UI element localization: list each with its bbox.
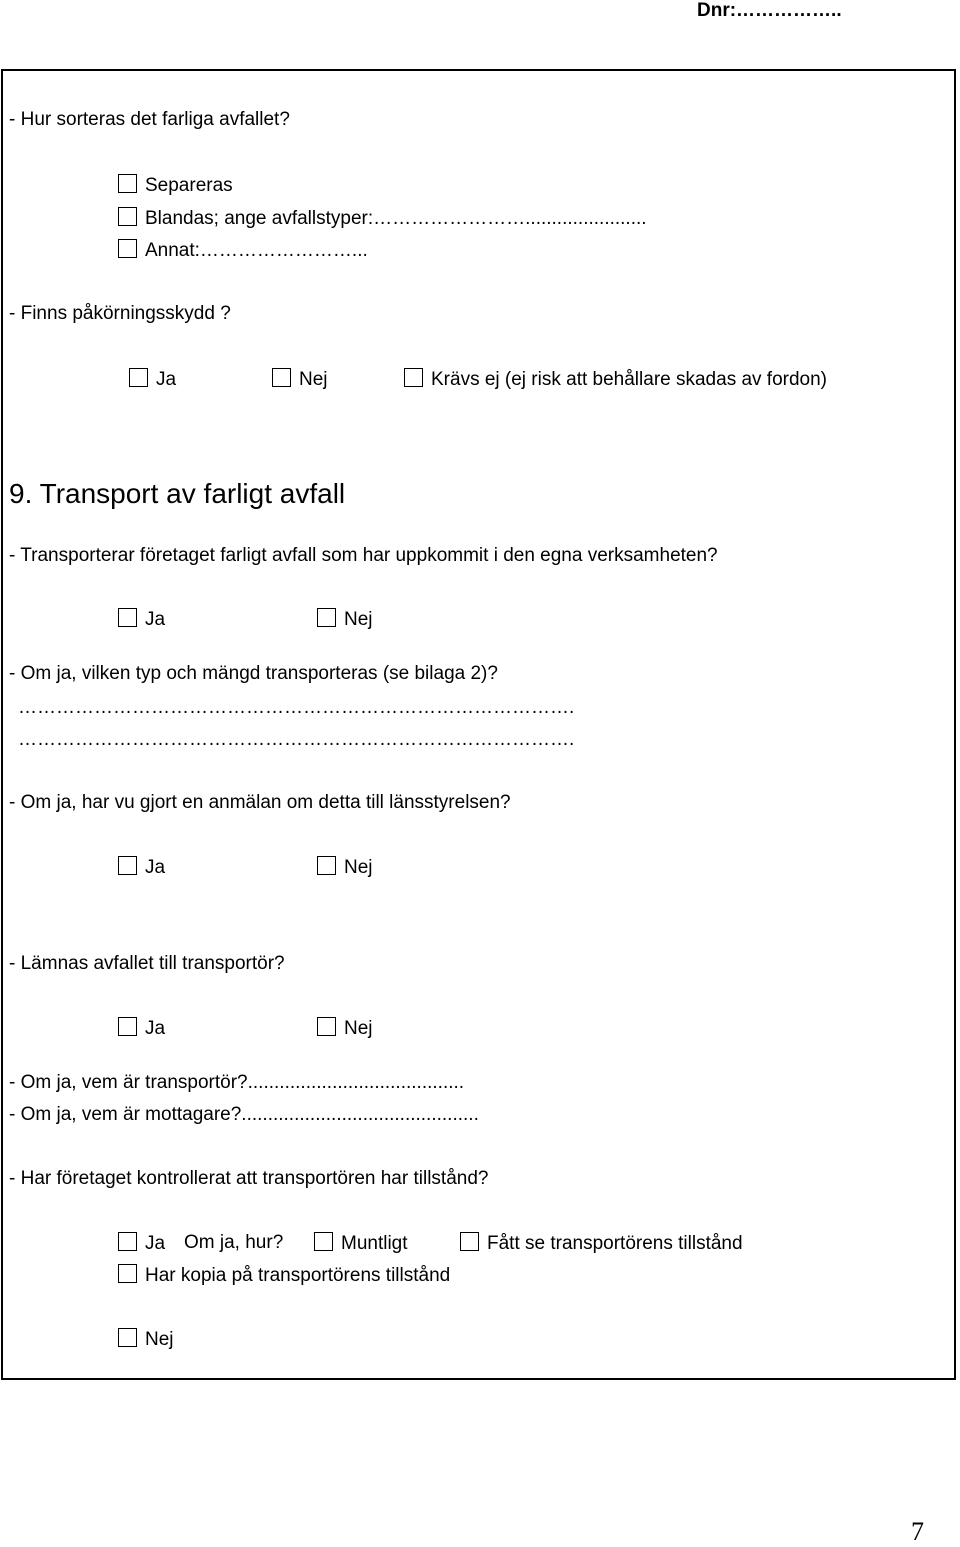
option-label: Ja <box>156 369 177 390</box>
option-nej[interactable] <box>317 608 373 631</box>
option-label: Muntligt <box>341 1233 408 1254</box>
option-ja[interactable] <box>118 608 165 631</box>
question-permit: - Har företaget kontrollerat att transportören har tillstånd? <box>9 1168 489 1189</box>
answer-line[interactable]: ……………………………………………………………………………. <box>18 729 575 750</box>
checkbox-icon[interactable] <box>317 1017 336 1036</box>
option-not-required[interactable] <box>404 368 827 391</box>
option-label: Nej <box>344 1018 373 1039</box>
option-ja[interactable] <box>118 856 165 879</box>
answer-line[interactable]: ……………………………………………………………………………. <box>18 697 575 718</box>
option-copy-permit[interactable] <box>118 1264 450 1287</box>
how-label: Om ja, hur? <box>184 1232 284 1253</box>
question-carrier: - Lämnas avfallet till transportör? <box>9 953 285 974</box>
question-collision-protection: - Finns påkörningsskydd ? <box>9 303 231 324</box>
dnr-field[interactable]: Dnr:…………….. <box>697 0 842 21</box>
option-label: Har kopia på transportörens tillstånd <box>145 1265 451 1286</box>
option-label: Nej <box>344 609 373 630</box>
option-label: Nej <box>299 369 328 390</box>
option-seen-permit[interactable] <box>460 1232 743 1255</box>
option-annat[interactable] <box>118 239 368 262</box>
option-verbal[interactable] <box>314 1232 408 1255</box>
option-label: Nej <box>344 857 373 878</box>
checkbox-icon[interactable] <box>404 368 423 387</box>
option-ja[interactable] <box>118 1232 165 1255</box>
option-nej[interactable] <box>317 856 373 879</box>
option-label: Blandas; ange avfallstyper:……………………....................... <box>145 208 647 229</box>
option-nej[interactable] <box>118 1328 174 1351</box>
question-who-receiver[interactable]: - Om ja, vem är mottagare?............................................. <box>9 1104 479 1125</box>
option-ja[interactable] <box>118 1017 165 1040</box>
option-nej[interactable] <box>317 1017 373 1040</box>
checkbox-icon[interactable] <box>118 1232 137 1251</box>
option-label: Ja <box>145 1233 166 1254</box>
question-report: - Om ja, har vu gjort en anmälan om detta till länsstyrelsen? <box>9 792 511 813</box>
question-type-amount: - Om ja, vilken typ och mängd transporteras (se bilaga 2)? <box>9 663 498 684</box>
option-label: Ja <box>145 609 166 630</box>
checkbox-icon[interactable] <box>272 368 291 387</box>
option-nej[interactable] <box>272 368 328 391</box>
checkbox-icon[interactable] <box>460 1232 479 1251</box>
section-title: 9. Transport av farligt avfall <box>9 478 346 509</box>
checkbox-icon[interactable] <box>129 368 148 387</box>
question-sorting: - Hur sorteras det farliga avfallet? <box>9 109 290 130</box>
option-label: Ja <box>145 1018 166 1039</box>
page-number: 7 <box>911 1517 924 1546</box>
option-ja[interactable] <box>129 368 176 391</box>
checkbox-icon[interactable] <box>118 1264 137 1283</box>
checkbox-icon[interactable] <box>118 239 137 258</box>
option-blandas[interactable] <box>118 207 647 230</box>
checkbox-icon[interactable] <box>118 608 137 627</box>
checkbox-icon[interactable] <box>118 1328 137 1347</box>
checkbox-icon[interactable] <box>118 207 137 226</box>
checkbox-icon[interactable] <box>118 1017 137 1036</box>
checkbox-icon[interactable] <box>118 856 137 875</box>
question-transport-self: - Transporterar företaget farligt avfall som har uppkommit i den egna verksamheten? <box>9 545 718 566</box>
checkbox-icon[interactable] <box>314 1232 333 1251</box>
question-who-carrier[interactable]: - Om ja, vem är transportör?......................................... <box>9 1072 465 1093</box>
option-label: Fått se transportörens tillstånd <box>487 1233 743 1254</box>
option-label: Krävs ej (ej risk att behållare skadas av fordon) <box>431 369 828 390</box>
option-label: Ja <box>145 857 166 878</box>
checkbox-icon[interactable] <box>118 174 137 193</box>
option-separeras[interactable] <box>118 174 233 197</box>
option-label: Separeras <box>145 175 233 196</box>
checkbox-icon[interactable] <box>317 608 336 627</box>
option-label: Annat:……………………... <box>145 240 368 261</box>
checkbox-icon[interactable] <box>317 856 336 875</box>
option-label: Nej <box>145 1329 174 1350</box>
